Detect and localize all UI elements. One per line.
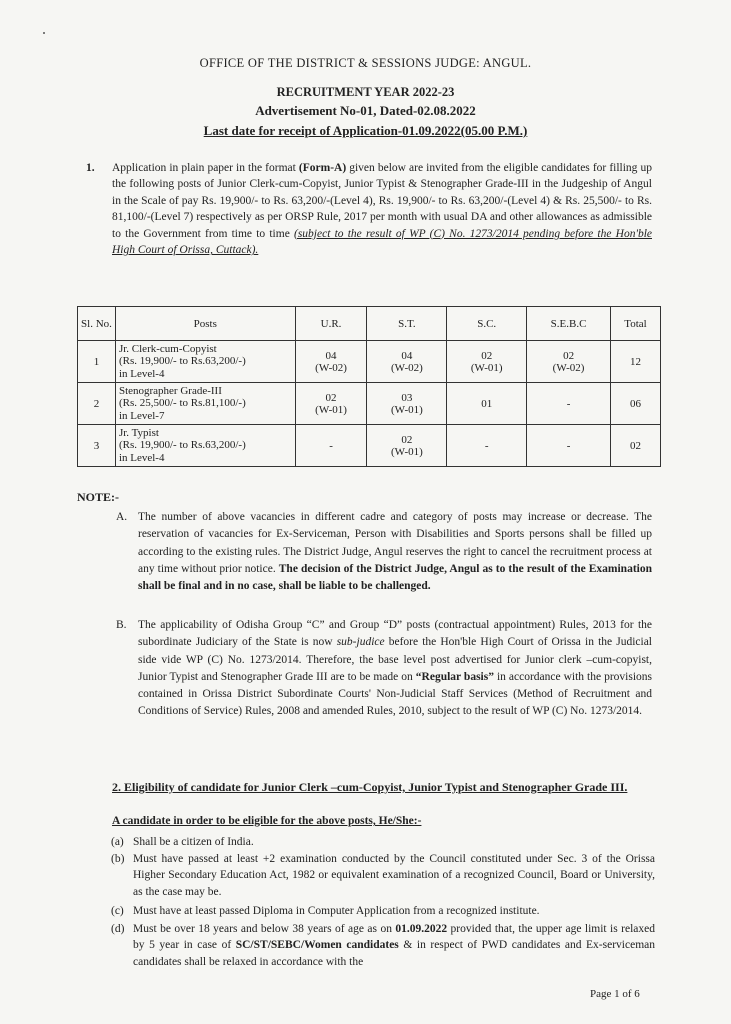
st-women: (W-01) bbox=[391, 403, 423, 416]
ur-count: - bbox=[329, 439, 333, 452]
table-header-row bbox=[78, 307, 661, 341]
note-b-text-1: The applicability of Odisha Group “C” and Group “D” posts (contractual appointment) Rules, 2013 for the subordinate Judiciary of the State is now bbox=[138, 619, 652, 649]
criterion-c bbox=[111, 903, 655, 919]
criterion-b bbox=[111, 851, 655, 900]
section-2-subheading: A candidate in order to be eligible for the above posts, He/She:- bbox=[112, 815, 422, 827]
note-b-letter: B. bbox=[116, 619, 127, 631]
cell-sl: 3 bbox=[78, 425, 116, 467]
cell-st bbox=[367, 341, 447, 383]
post-name: Jr. Typist bbox=[118, 426, 159, 439]
criterion-a-text: Shall be a citizen of India. bbox=[133, 836, 254, 848]
cell-sl: 1 bbox=[78, 341, 116, 383]
criterion-c-letter: (c) bbox=[111, 905, 124, 917]
page-number: Page 1 of 6 bbox=[590, 988, 640, 1000]
note-a bbox=[116, 509, 652, 595]
note-b-text-2: before the Hon'ble High Court of Orissa in the Judicial side vide WP (C) No. 1273/2014. Therefore, the base level post advertised for Junior clerk –cum-copyist, Junior Typist and Stenographer Grade III are to be made on bbox=[138, 636, 652, 683]
cell-total: 12 bbox=[611, 341, 661, 383]
criterion-d bbox=[111, 921, 655, 970]
cell-post bbox=[115, 341, 295, 383]
criterion-d-text-2: provided that, the upper age limit is relaxed by 5 year in case of bbox=[133, 923, 655, 952]
office-title: OFFICE OF THE DISTRICT & SESSIONS JUDGE: ANGUL. bbox=[199, 56, 532, 70]
table-row bbox=[78, 425, 661, 467]
note-b-text-3: in accordance with the provisions contained in Orissa District Subordinate Courts' Non-Judicial Staff Services (Method of Recruitment and Conditions of Service) Rules, 2008 and amended Rules, 2010, subject to the result of WP (C) No. 1273/2014. bbox=[138, 670, 652, 718]
cell-sebc bbox=[527, 341, 611, 383]
para1-text-b: given below are invited from the eligible candidates for filling up the following posts of Junior Clerk-cum-Copyist, Junior Typist & Stenographer Grade-III in the Judgeship of Angul in the Scale of pay Rs. 19,900/- to Rs. 63,200/-(Level 4), Rs. 19,900/- to Rs. 63,200/-(Level 4) & Rs. 25,500/- to Rs. 81,100/-(Level 7) respectively as per ORSP Rule, 2017 per month with usual DA and other allowances as admissible to the Government from time to time bbox=[112, 162, 653, 240]
last-date bbox=[0, 123, 731, 139]
sebc-count: - bbox=[566, 439, 571, 452]
post-scale: (Rs. 19,900/- to Rs.63,200/-) bbox=[118, 439, 246, 452]
note-a-letter: A. bbox=[116, 511, 128, 523]
cell-st bbox=[367, 383, 447, 425]
ur-count: 02 bbox=[325, 391, 337, 404]
note-b bbox=[116, 617, 652, 721]
criterion-b-text: Must have passed at least +2 examination conducted by the Council constituted under Sec. 3 of the Orissa Higher Secondary Education Act, 1982 or equivalent examination of a recognized Council, Board or University, as the case may be. bbox=[133, 853, 655, 898]
cell-post bbox=[115, 425, 295, 467]
st-women: (W-02) bbox=[391, 361, 423, 374]
sc-count: - bbox=[484, 439, 489, 452]
cell-ur bbox=[295, 425, 367, 467]
criterion-a-letter: (a) bbox=[111, 836, 124, 848]
cell-sl: 2 bbox=[78, 383, 116, 425]
sc-women: (W-01) bbox=[470, 361, 503, 374]
cell-total: 02 bbox=[611, 425, 661, 467]
cell-sc bbox=[447, 341, 527, 383]
criterion-d-date: 01.09.2022 bbox=[395, 923, 448, 935]
paragraph-number: 1. bbox=[86, 162, 95, 174]
sebc-women: (W-02) bbox=[552, 361, 585, 374]
sc-count: 01 bbox=[481, 397, 493, 410]
criterion-d-text-3: & in respect of PWD candidates and Ex-serviceman candidates shall be relaxed in accordance with the bbox=[133, 939, 655, 968]
subject-clause: (subject to the result of WP (C) No. 1273/2014 pending before the Hon'ble High Court of Orissa, Cuttack). bbox=[112, 227, 652, 257]
cell-st bbox=[367, 425, 447, 467]
note-a-bold: The decision of the District Judge, Angul as to the result of the Examination shall be final and in no case, shall be liable to be challenged. bbox=[138, 562, 652, 593]
post-level: in Level-4 bbox=[118, 451, 165, 464]
ur-women: (W-02) bbox=[315, 361, 347, 374]
post-scale: (Rs. 19,900/- to Rs.63,200/-) bbox=[118, 355, 246, 368]
cell-sebc bbox=[527, 425, 611, 467]
criterion-c-text: Must have at least passed Diploma in Computer Application from a recognized institute. bbox=[133, 905, 540, 917]
header-total: Total bbox=[611, 307, 661, 341]
post-scale: (Rs. 25,500/- to Rs.81,100/-) bbox=[118, 397, 246, 410]
table-row bbox=[78, 383, 661, 425]
header-st: S.T. bbox=[367, 307, 447, 341]
ur-count: 04 bbox=[325, 349, 337, 362]
vacancy-table bbox=[77, 306, 661, 467]
header-sc: S.C. bbox=[447, 307, 527, 341]
criterion-d-bold: SC/ST/SEBC/Women candidates bbox=[235, 939, 399, 952]
criterion-a bbox=[111, 834, 655, 850]
sebc-count: - bbox=[566, 397, 571, 410]
criterion-d-letter: (d) bbox=[111, 923, 125, 935]
sc-count: 02 bbox=[481, 349, 493, 362]
cell-sebc bbox=[527, 383, 611, 425]
st-count: 04 bbox=[401, 349, 413, 362]
st-count: 02 bbox=[401, 433, 413, 446]
post-level: in Level-7 bbox=[118, 409, 165, 422]
note-b-bold: “Regular basis” bbox=[415, 670, 494, 683]
recruitment-year: RECRUITMENT YEAR 2022-23 bbox=[276, 85, 455, 99]
table-row bbox=[78, 341, 661, 383]
post-name: Jr. Clerk-cum-Copyist bbox=[118, 342, 217, 355]
form-reference: (Form-A) bbox=[298, 162, 347, 174]
cell-post bbox=[115, 383, 295, 425]
section-2-heading: 2. Eligibility of candidate for Junior Clerk –cum-Copyist, Junior Typist and Stenographer Grade III. bbox=[112, 780, 628, 794]
header-posts: Posts bbox=[115, 307, 295, 341]
note-b-italic: sub-judice bbox=[336, 636, 385, 649]
para1-text-a: Application in plain paper in the format bbox=[112, 162, 299, 174]
cell-total: 06 bbox=[611, 383, 661, 425]
advertisement-number: Advertisement No-01, Dated-02.08.2022 bbox=[255, 103, 476, 118]
post-level: in Level-4 bbox=[118, 367, 165, 380]
header-sl-no: Sl. No. bbox=[78, 307, 116, 341]
st-count: 03 bbox=[401, 391, 413, 404]
last-date-text: Last date for receipt of Application-01.09.2022(05.00 P.M.) bbox=[203, 123, 528, 138]
sebc-count: 02 bbox=[563, 349, 575, 362]
header-sebc: S.E.B.C bbox=[527, 307, 611, 341]
cell-sc bbox=[447, 425, 527, 467]
note-a-text: The number of above vacancies in different cadre and category of posts may increase or decrease. The reservation of vacancies for Ex-Serviceman, Person with Disabilities and Sports persons shall be filled up according to the existing rules. The District Judge, Angul reserves the right to cancel the recruitment process at any time without prior notice. bbox=[138, 511, 652, 575]
ur-women: (W-01) bbox=[315, 403, 347, 416]
scan-speck bbox=[43, 32, 45, 34]
cell-sc bbox=[447, 383, 527, 425]
criterion-d-text-1: Must be over 18 years and below 38 years of age as on bbox=[133, 923, 396, 935]
paragraph-1 bbox=[86, 160, 653, 258]
note-heading: NOTE:- bbox=[77, 490, 119, 504]
cell-ur bbox=[295, 341, 367, 383]
criterion-b-letter: (b) bbox=[111, 853, 125, 865]
cell-ur bbox=[295, 383, 367, 425]
post-name: Stenographer Grade-III bbox=[118, 384, 222, 397]
st-women: (W-01) bbox=[391, 445, 423, 458]
header-ur: U.R. bbox=[295, 307, 367, 341]
